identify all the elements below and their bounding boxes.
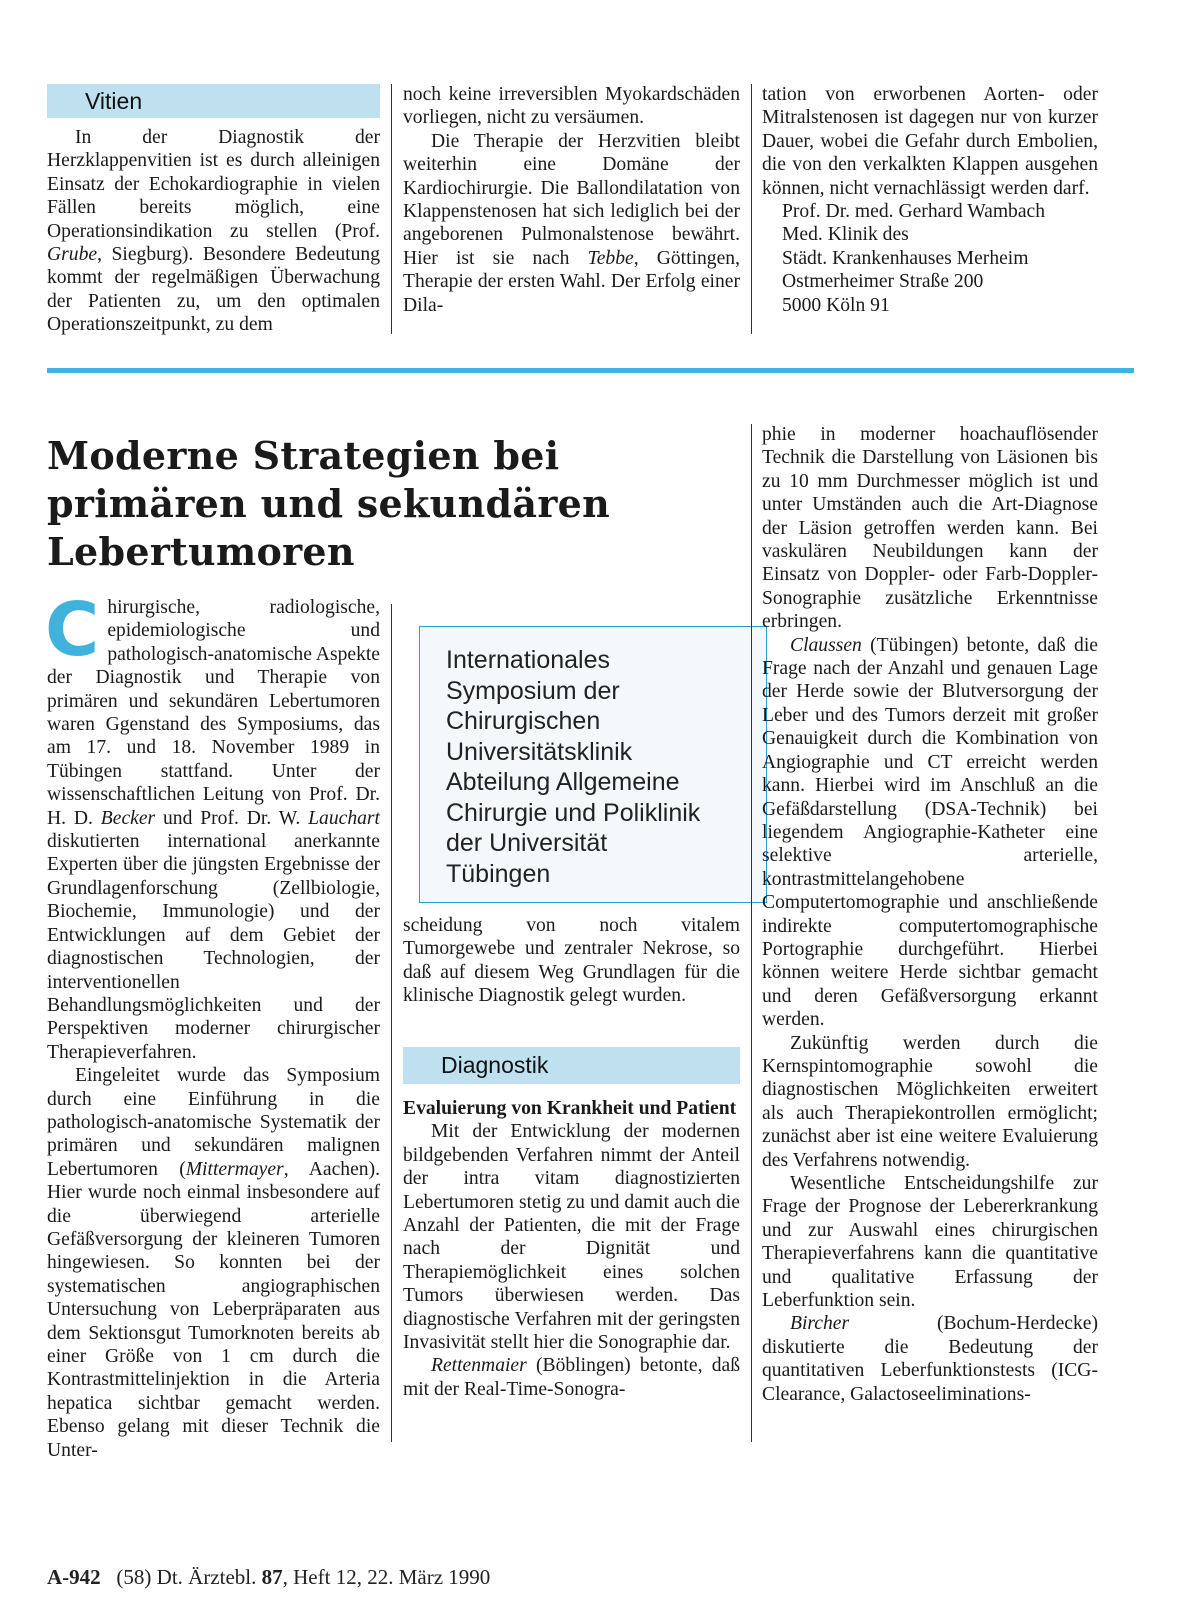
- column-divider: [391, 604, 392, 1442]
- section-separator: [47, 368, 1134, 373]
- article-column-1: [45, 587, 380, 1462]
- box-line: Internationales: [446, 646, 611, 674]
- paragraph: noch keine irreversiblen Myokardschäden vorliegen, nicht zu versäumen.: [403, 84, 740, 129]
- paragraph: Mit der Entwicklung der modernen bildgebenden Verfahren nimmt der Anteil der intra vitam diagnostizierten Lebertumoren stetig zu und damit auch die Anzahl der Patienten, die mit der Frage nach der Dignität und Therapiemöglichkeit eines solchen Tumors überwiesen werden. Das diagnostische Verfahren mit der geringsten Invasivität stellt hier die Sonographie dar.: [403, 1121, 740, 1354]
- column-divider: [391, 84, 392, 334]
- top-column-3: [762, 83, 1098, 317]
- lead-paragraph: Chirurgische, radiologische, epidemiologische und pathologisch-anatomische Aspekte der Diagnostik und Therapie von primären und sekundären Lebertumoren waren Ggenstand des Symposiums, das am 17. und 18. November 1989 in Tübingen stattfand. Unter der wissenschaftlichen Leitung von Prof. Dr. H. D. Becker und Prof. Dr. W. Lauchart diskutierten international anerkannte Experten über die jüngsten Ergebnisse der Grundlagenforschung (Zellbiologie, Biochemie, Immunologie) und der Entwicklungen auf dem Gebiet der diagnostischen Technologien, der interventionellen Behandlungsmöglichkeiten und der Perspektiven moderner chirurgischer Therapieverfahren.: [45, 587, 380, 1063]
- paragraph: tation von erworbenen Aorten- oder Mitralstenosen ist dagegen nur von kurzer Dauer, wobei die Gefahr durch Embolien, die von den verkalkten Klappen ausgehen können, nicht vernachlässigt werden darf.: [762, 84, 1098, 199]
- paragraph: Rettenmaier (Böblingen) betonte, daß mit der Real-Time-Sonogra-: [403, 1355, 740, 1400]
- article-column-2-top: [403, 914, 740, 1008]
- title-line: Lebertumoren: [47, 529, 355, 574]
- paragraph: In der Diagnostik der Herzklappenvitien ist es durch alleinigen Einsatz der Echokardiographie in vielen Fällen bereits möglich, eine Operationsindikation zu stellen (Prof. Grube, Siegburg). Besondere Bedeutung kommt der regelmäßigen Überwachung der Patienten zu, um den optimalen Operationszeitpunkt, zu dem: [47, 127, 380, 336]
- subheading: Evaluierung von Krankheit und Patient: [403, 1098, 737, 1119]
- address-line: 5000 Köln 91: [782, 294, 890, 316]
- article-title: [47, 432, 737, 576]
- box-line: Symposium der: [446, 676, 620, 705]
- address-line: Med. Klinik des: [782, 224, 909, 246]
- paragraph: Wesentliche Entscheidungshilfe zur Frage der Prognose der Lebererkrankung und zur Auswahl eines chirurgischen Therapieverfahrens kann die quantitative und qualitative Erfassung der Leberfunktion sein.: [762, 1173, 1098, 1312]
- article-column-3: [762, 423, 1098, 1406]
- address-line: Städt. Krankenhauses Merheim: [782, 247, 1029, 269]
- paragraph: Claussen (Tübingen) betonte, daß die Frage nach der Anzahl und genauen Lage der Herde sowie der Blutversorgung der Leber und des Tumors derzeit mit großer Genauigkeit durch die Kombination von Angiographie und CT erreicht werden kann. Hierbei wird im Anschluß an die Gefäßdarstellung (DSA-Technik) bei liegendem Angiographie-Katheter eine selektive arterielle, kontrastmittelangehobene Computertomographie und anschließende indirekte computertomographische Portographie durchgeführt. Hierbei können weitere Herde sichtbar gemacht und deren Gefäßversorgung erkannt werden.: [762, 634, 1098, 1031]
- title-line: primären und sekundären: [47, 481, 611, 526]
- paragraph: Eingeleitet wurde das Symposium durch eine Einführung in die pathologisch-anatomische Systematik der primären und sekundären malignen Lebertumoren (Mittermayer, Aachen). Hier wurde noch einmal insbesondere auf die überwiegend arterielle Gefäßversorgung der kleineren Tumoren hingewiesen. So konnten bei der systematischen angiographischen Untersuchung von Leberpräparaten aus dem Sektionsgut Tumorknoten bereits ab einer Größe von 1 cm durch die Kontrastmittelinjektion in die Arteria hepatica sichtbar gemacht werden. Ebenso gelang mit dieser Technik die Unter-: [47, 1065, 380, 1461]
- drop-cap: C: [45, 587, 100, 673]
- section-heading-diagnostik: Diagnostik: [403, 1047, 740, 1084]
- paragraph: Bircher (Bochum-Herdecke) diskutierte die Bedeutung der quantitativen Leberfunktionstests (ICG-Clearance, Galactoseeliminations-: [762, 1313, 1098, 1405]
- box-line: der Universität: [446, 829, 608, 857]
- citation: (58) Dt. Ärztebl. 87, Heft 12, 22. März 1990: [116, 1565, 491, 1589]
- column-divider: [751, 424, 752, 1442]
- title-line: Moderne Strategien bei: [47, 433, 560, 478]
- box-line: Abteilung Allgemeine: [446, 768, 680, 796]
- box-line: Tübingen: [446, 859, 551, 888]
- paragraph: scheidung von noch vitalem Tumorgewebe und zentraler Nekrose, so daß auf diesem Weg Grundlagen für die klinische Diagnostik gelegt wurden.: [403, 915, 740, 1007]
- address-line: Ostmerheimer Straße 200: [782, 271, 984, 293]
- column-divider: [751, 84, 752, 334]
- box-line: Chirurgischen: [446, 707, 601, 735]
- box-line: Chirurgie und Poliklinik: [446, 798, 701, 827]
- paragraph: Zukünftig werden durch die Kernspintomographie sowohl die diagnostischen Möglichkeiten erweitert als auch Therapiekontrollen ermöglicht; zunächst aber ist eine weitere Evaluierung des Verfahrens notwendig.: [762, 1032, 1098, 1171]
- page-footer: [47, 1565, 490, 1590]
- page-number: A-942: [47, 1565, 101, 1589]
- author-address: [762, 200, 1098, 317]
- article-column-2-bottom: [403, 1097, 740, 1401]
- top-column-1: [47, 126, 380, 337]
- symposium-info-text: [446, 645, 756, 889]
- paragraph: phie in moderner hoachauflösender Technik die Darstellung von Läsionen bis zu 10 mm Durchmesser möglich ist und unter Umständen auch die Art-Diagnose der Läsion getroffen werden kann. Bei vaskulären Neubildungen kann der Einsatz von Doppler- oder Farb-Doppler-Sonographie zusätzliche Erkenntnisse erbringen.: [762, 424, 1098, 633]
- box-line: Universitätsklinik: [446, 737, 633, 766]
- top-column-2: [403, 83, 740, 317]
- paragraph: Die Therapie der Herzvitien bleibt weiterhin eine Domäne der Kardiochirurgie. Die Ballondilatation von Klappenstenosen hat sich lediglich bei der angeborenen Pulmonalstenose bewährt. Hier ist sie nach Tebbe, Göttingen, Therapie der ersten Wahl. Der Erfolg einer Dila-: [403, 130, 740, 316]
- section-heading-vitien: Vitien: [47, 84, 380, 118]
- symposium-info-box: [419, 626, 767, 903]
- address-line: Prof. Dr. med. Gerhard Wambach: [782, 201, 1046, 223]
